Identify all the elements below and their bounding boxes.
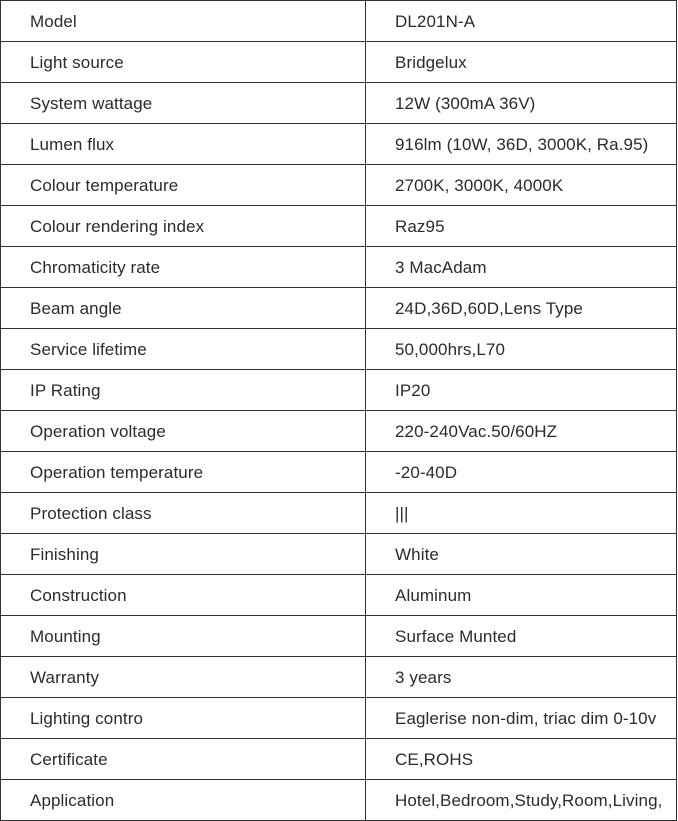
spec-label: Operation temperature xyxy=(1,452,366,493)
spec-value: 220-240Vac.50/60HZ xyxy=(366,411,677,452)
spec-label: Colour temperature xyxy=(1,165,366,206)
table-row xyxy=(1,657,677,698)
table-row xyxy=(1,493,677,534)
spec-value: 24D,36D,60D,Lens Type xyxy=(366,288,677,329)
spec-value: 916lm (10W, 36D, 3000K, Ra.95) xyxy=(366,124,677,165)
spec-label: Colour rendering index xyxy=(1,206,366,247)
spec-value: Aluminum xyxy=(366,575,677,616)
spec-value: 3 MacAdam xyxy=(366,247,677,288)
spec-label: Protection class xyxy=(1,493,366,534)
table-row xyxy=(1,739,677,780)
spec-value: IP20 xyxy=(366,370,677,411)
table-row xyxy=(1,329,677,370)
spec-label: Beam angle xyxy=(1,288,366,329)
spec-label: Construction xyxy=(1,575,366,616)
spec-label: Chromaticity rate xyxy=(1,247,366,288)
spec-value: DL201N-A xyxy=(366,1,677,42)
table-row xyxy=(1,83,677,124)
spec-value: -20-40D xyxy=(366,452,677,493)
spec-label: System wattage xyxy=(1,83,366,124)
spec-value: Eaglerise non-dim, triac dim 0-10v xyxy=(366,698,677,739)
spec-value: 3 years xyxy=(366,657,677,698)
table-row xyxy=(1,698,677,739)
spec-label: Lumen flux xyxy=(1,124,366,165)
table-row xyxy=(1,206,677,247)
spec-value: ||| xyxy=(366,493,677,534)
spec-label: Warranty xyxy=(1,657,366,698)
spec-label: Operation voltage xyxy=(1,411,366,452)
table-row xyxy=(1,411,677,452)
table-row xyxy=(1,42,677,83)
table-row xyxy=(1,165,677,206)
spec-label: Application xyxy=(1,780,366,821)
spec-value: 2700K, 3000K, 4000K xyxy=(366,165,677,206)
spec-value: Hotel,Bedroom,Study,Room,Living, xyxy=(366,780,677,821)
spec-value: Bridgelux xyxy=(366,42,677,83)
spec-value: Raz95 xyxy=(366,206,677,247)
table-row xyxy=(1,1,677,42)
table-row xyxy=(1,124,677,165)
spec-value: Surface Munted xyxy=(366,616,677,657)
table-row xyxy=(1,288,677,329)
table-row xyxy=(1,370,677,411)
spec-label: Light source xyxy=(1,42,366,83)
table-row xyxy=(1,616,677,657)
table-row xyxy=(1,780,677,821)
spec-label: Lighting contro xyxy=(1,698,366,739)
spec-label: Certificate xyxy=(1,739,366,780)
spec-value: CE,ROHS xyxy=(366,739,677,780)
spec-label: Model xyxy=(1,1,366,42)
table-row xyxy=(1,575,677,616)
spec-label: Finishing xyxy=(1,534,366,575)
spec-label: Mounting xyxy=(1,616,366,657)
table-row xyxy=(1,452,677,493)
spec-label: Service lifetime xyxy=(1,329,366,370)
table-row xyxy=(1,534,677,575)
spec-value: White xyxy=(366,534,677,575)
spec-value: 50,000hrs,L70 xyxy=(366,329,677,370)
spec-value: 12W (300mA 36V) xyxy=(366,83,677,124)
spec-table-body xyxy=(1,1,677,821)
table-row xyxy=(1,247,677,288)
spec-label: IP Rating xyxy=(1,370,366,411)
